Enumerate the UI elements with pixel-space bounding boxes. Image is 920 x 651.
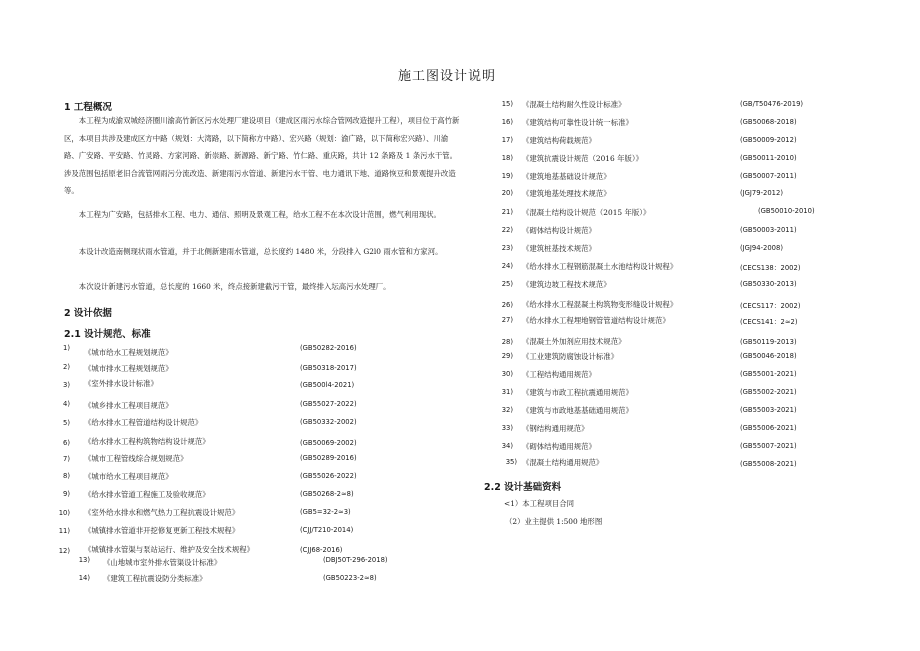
standard-code: (GB/T50476-2019) <box>740 100 804 108</box>
item-number: 23) <box>501 244 513 252</box>
standard-code: (GB55027-2022) <box>300 400 357 408</box>
item-number: 5) <box>63 419 70 427</box>
standard-code: (GB50009-2012) <box>740 136 797 144</box>
item-number: 24) <box>501 262 513 270</box>
item-number: 1) <box>63 344 70 352</box>
item-number: 9) <box>63 490 70 498</box>
item-number: 7) <box>63 455 70 463</box>
basic-data-item-contract: <1）本工程项目合同 <box>504 499 575 508</box>
overview-paragraph-2: 本工程为广安路，包括排水工程、电力、通信、照明及景观工程，给水工程不在本次设计范围，燃气利用现状。 <box>78 210 441 219</box>
item-number: 18) <box>501 154 513 162</box>
standard-code: (GB50003-2011) <box>740 226 797 234</box>
standard-name: 《工程结构通用规范》 <box>522 370 596 379</box>
basic-data-item-topographic-map: （2）业主提供 1:500 地形图 <box>505 517 603 526</box>
standard-name: 《室外排水设计标准》 <box>84 379 158 388</box>
subsection-heading-standards: 2.1 设计规范、标准 <box>64 329 151 340</box>
standard-name: 《城镇排水管渠与泵站运行、维护及安全技术规程》 <box>84 545 254 554</box>
standard-code: (GB50119-2013) <box>740 338 797 346</box>
standard-name: 《砌体结构设计规范》 <box>522 226 596 235</box>
standard-name: 《给水排水工程构筑物结构设计规范》 <box>84 437 210 446</box>
standard-code: (GB55003-2021) <box>740 406 797 414</box>
standard-name: 《工业建筑防腐蚀设计标准》 <box>522 352 619 361</box>
subsection-heading-basic-data: 2.2 设计基础资料 <box>484 482 562 493</box>
standard-name: 《给水排水工程埋地钢管管道结构设计规范》 <box>522 316 670 325</box>
item-number: 34) <box>501 442 513 450</box>
item-number: 21) <box>501 208 513 216</box>
standard-code: (GB50010-2010) <box>758 207 815 215</box>
standard-name: 《室外给水排水和燃气热力工程抗震设计规范》 <box>84 508 240 517</box>
standard-code: (GB55007-2021) <box>740 442 797 450</box>
standard-name: 《建筑地基基础设计规范》 <box>522 172 611 181</box>
standard-name: 《城市工程管线综合规划规范》 <box>84 454 188 463</box>
item-number: 20) <box>501 189 513 197</box>
item-number: 28) <box>501 338 513 346</box>
standard-name: 《给水排水工程混凝土构筑物变形缝设计规程》 <box>522 300 678 309</box>
item-number: 27) <box>501 316 513 324</box>
standard-name: 《建筑结构荷载规范》 <box>522 136 596 145</box>
standard-code: (GB50046-2018) <box>740 352 797 360</box>
item-number: 26) <box>501 301 513 309</box>
standard-name: 《建筑与市政地基基础通用规范》 <box>522 406 633 415</box>
item-number: 4) <box>63 400 70 408</box>
standard-name: 《山地城市室外排水管渠设计标准》 <box>103 558 222 567</box>
standard-name: 《混凝土外加剂应用技术规范》 <box>522 337 626 346</box>
overview-paragraph-3: 本设计改造南侧现状雨水管道，并于北侧新建雨水管道，总长度约 1480 米，分段排入 G2l0 雨水管和方家河。 <box>78 247 443 256</box>
item-number: 19) <box>501 172 513 180</box>
standard-name: 《混凝土结构设计规范（2015 年版）》 <box>522 208 651 217</box>
standard-code: (GB55002-2021) <box>740 388 797 396</box>
standard-name: 《建筑边坡工程技术规范》 <box>522 280 611 289</box>
standard-name: 《建筑桩基技术规范》 <box>522 244 596 253</box>
item-number: 29) <box>501 352 513 360</box>
standard-name: 《建筑地基处理技术规范》 <box>522 189 611 198</box>
item-number: 32) <box>501 406 513 414</box>
standard-code: (GB50011-2010) <box>740 154 797 162</box>
standard-name: 《混凝土结构耐久性设计标准》 <box>522 100 626 109</box>
page-title: 施工图设计说明 <box>398 69 497 84</box>
standard-name: 《建筑结构可靠性设计统一标准》 <box>522 118 633 127</box>
standard-name: 《混凝土结构通用规范》 <box>522 458 604 467</box>
standard-code: (GB50330-2013) <box>740 280 797 288</box>
standard-code: (GB50007-2011) <box>740 172 797 180</box>
standard-code: (CECS138：2002) <box>740 264 801 272</box>
standard-code: (GB50068-2018) <box>740 118 797 126</box>
overview-paragraph-4: 本次设计新建污水管道，总长度的 1660 米，终点接新建截污干管，最终排入坛高污水处理厂。 <box>78 282 391 291</box>
item-number: 6) <box>63 439 70 447</box>
standard-name: 《城市给水工程规划规范》 <box>84 348 173 357</box>
standard-name: 《给水排水管道工程施工及验收规范》 <box>84 490 210 499</box>
standard-name: 《建筑抗震设计规范（2016 年版）》 <box>522 154 643 163</box>
standard-code: (CJJ68-2016) <box>300 546 343 554</box>
standard-code: (CECS117：2002) <box>740 302 801 310</box>
item-number: 2) <box>63 363 70 371</box>
item-number: 31) <box>501 388 513 396</box>
standard-name: 《建筑工程抗震设防分类标准》 <box>103 574 207 583</box>
standard-code: (JGJ94-2008) <box>740 244 783 252</box>
standard-name: 《城市给水工程项目规范》 <box>84 472 173 481</box>
standard-code: (GB50282-2016) <box>300 344 357 352</box>
item-number: 22) <box>501 226 513 234</box>
standard-name: 《钢结构通用规范》 <box>522 424 589 433</box>
standard-code: (GB50069-2002) <box>300 439 357 447</box>
overview-paragraph-1: 本工程为成渝双城经济圈川渝高竹新区污水处理厂建设项目（建成区雨污水综合管网改造提升工程），项目位于高竹新区，本项目共涉及建成区方中路（规划：大湾路，以下简称方中路）、宏兴路（规划：渝广路，以下简称宏兴路）、川渝路、广安路、平安路、竹灵路、方家河路、新崇路、新源路、新宁路、竹仁路、重庆路，共计 12 条路及 1 条污水干管。涉及范围包括原老旧合流管网雨污分流改造、新建雨污水管道、新建污水干管、电力通讯下地、道路恢豆和景观提升改造等。 <box>64 116 460 195</box>
item-number: 30) <box>501 370 513 378</box>
standard-code: (GB55008-2021) <box>740 460 797 468</box>
standard-name: 《砌体结构通用规范》 <box>522 442 596 451</box>
standard-code: (DBJ50T-296-2018) <box>323 556 388 564</box>
item-number: 16) <box>501 118 513 126</box>
standard-code: (CJJ/T210-2014) <box>300 526 354 534</box>
standard-name: 《给水排水工程管道结构设计规范》 <box>84 418 203 427</box>
standard-name: 《城乡排水工程项目规范》 <box>84 401 173 410</box>
standard-name: 《建筑与市政工程抗震通用规范》 <box>522 388 633 397</box>
standard-code: (CECS141：2≈2) <box>740 318 798 326</box>
item-number: 13) <box>78 556 90 564</box>
item-number: 17) <box>501 136 513 144</box>
standard-code: (GB50332-2002) <box>300 418 357 426</box>
item-number: 35) <box>505 458 517 466</box>
item-number: 10) <box>58 509 70 517</box>
item-number: 3) <box>63 381 70 389</box>
item-number: 11) <box>58 527 70 535</box>
item-number: 25) <box>501 280 513 288</box>
item-number: 14) <box>78 574 90 582</box>
section-heading-project-overview: 1 工程概况 <box>64 102 112 113</box>
standard-name: 《给水排水工程钢筋混凝土水池结构设计规程》 <box>522 262 678 271</box>
standard-code: (JGJ79-2012) <box>740 189 783 197</box>
standard-code: (GB50268-2≈8) <box>300 490 354 498</box>
standard-code: (GB50289-2016) <box>300 454 357 462</box>
standard-name: 《城市排水工程规划规范》 <box>84 364 173 373</box>
item-number: 12) <box>58 547 70 555</box>
standard-code: (GB50318-2017) <box>300 364 357 372</box>
standard-code: (GB55001-2021) <box>740 370 797 378</box>
standard-code: (GB55026-2022) <box>300 472 357 480</box>
standard-code: (GB50223-2≈8) <box>323 574 377 582</box>
item-number: 15) <box>501 100 513 108</box>
item-number: 33) <box>501 424 513 432</box>
standard-code: (GB5=32-2≈3) <box>300 508 351 516</box>
standard-code: (GB55006-2021) <box>740 424 797 432</box>
item-number: 8) <box>63 472 70 480</box>
standard-code: (GB500l4-2021) <box>300 381 355 389</box>
section-heading-design-basis: 2 设计依据 <box>64 308 112 319</box>
standard-name: 《城镇排水管道非开挖修复更新工程技术规程》 <box>84 526 240 535</box>
